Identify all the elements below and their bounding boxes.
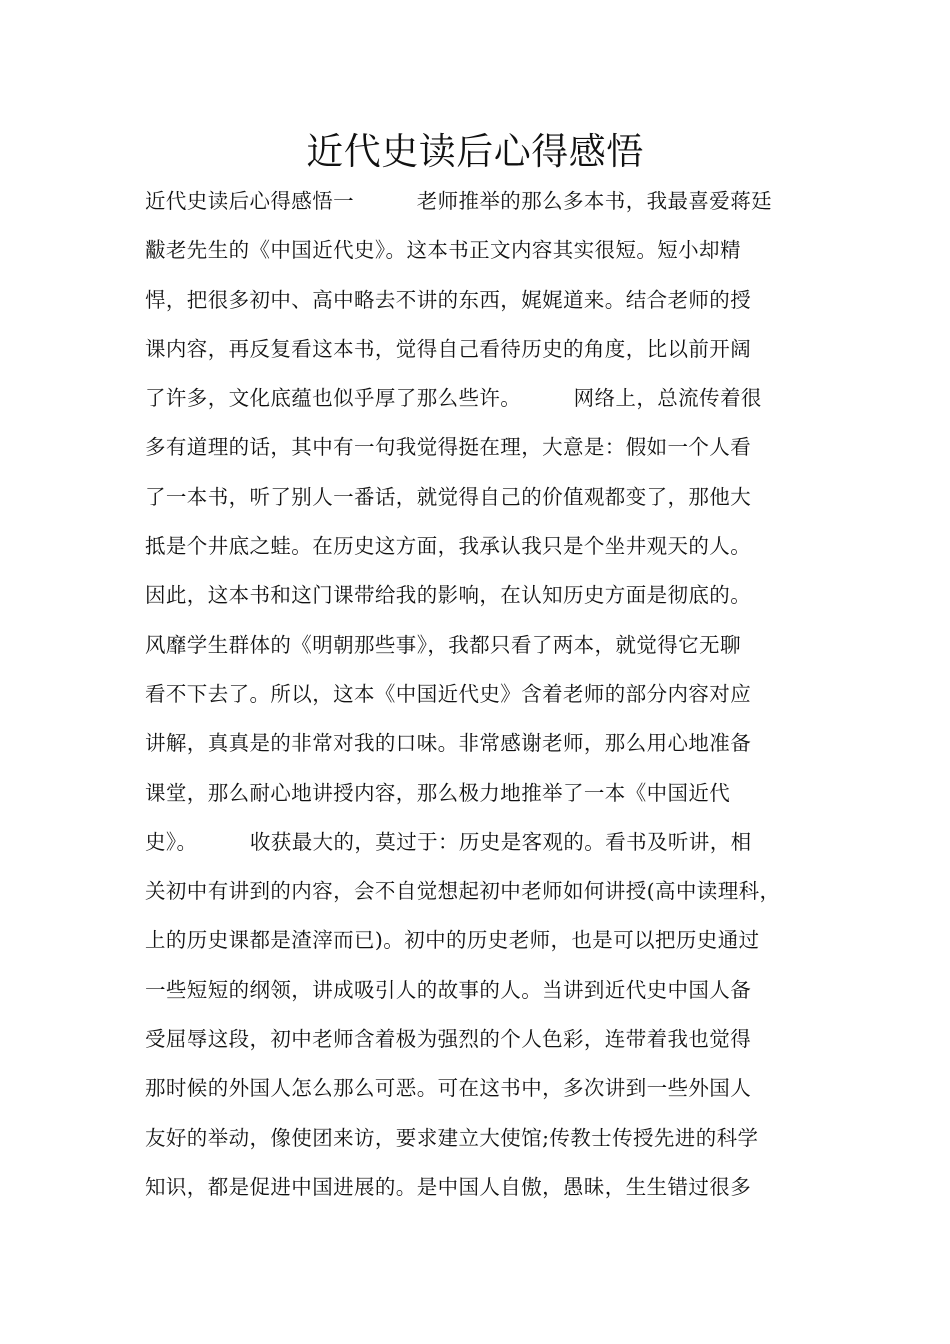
body-line: 因此，这本书和这门课带给我的影响，在认知历史方面是彻底的。 (145, 583, 752, 608)
document-body (145, 181, 825, 1216)
body-line: 了一本书，听了别人一番话，就觉得自己的价值观都变了，那他大 (145, 484, 752, 509)
body-line: 悍，把很多初中、高中略去不讲的东西，娓娓道来。结合老师的授 (145, 287, 752, 312)
body-line: 史》。 收获最大的，莫过于：历史是客观的。看书及听讲，相 (145, 829, 752, 854)
body-line: 上的历史课都是渣滓而已)。初中的历史老师，也是可以把历史通过 (145, 928, 760, 953)
body-line: 关初中有讲到的内容，会不自觉想起初中老师如何讲授(高中读理科， (145, 879, 781, 904)
body-line: 讲解，真真是的非常对我的口味。非常感谢老师，那么用心地准备 (145, 731, 752, 756)
body-line: 抵是个井底之蛙。在历史这方面，我承认我只是个坐井观天的人。 (145, 534, 752, 559)
body-line: 风靡学生群体的《明朝那些事》，我都只看了两本，就觉得它无聊 (145, 632, 741, 657)
body-line: 黻老先生的《中国近代史》。这本书正文内容其实很短。短小却精 (145, 238, 741, 263)
body-line: 一些短短的纲领，讲成吸引人的故事的人。当讲到近代史中国人备 (145, 977, 752, 1002)
document-title: 近代史读后心得感悟 (306, 130, 644, 173)
body-line: 受屈辱这段，初中老师含着极为强烈的个人色彩，连带着我也觉得 (145, 1027, 752, 1052)
body-line: 了许多，文化底蕴也似乎厚了那么些许。 网络上，总流传着很 (145, 386, 762, 411)
body-line: 友好的举动，像使团来访，要求建立大使馆;传教士传授先进的科学 (145, 1125, 759, 1150)
body-line: 那时候的外国人怎么那么可恶。可在这书中，多次讲到一些外国人 (145, 1076, 752, 1101)
body-line: 知识，都是促进中国进展的。是中国人自傲，愚昧，生生错过很多 (145, 1174, 752, 1199)
body-line: 近代史读后心得感悟一 老师推举的那么多本书，我最喜爱蒋廷 (145, 189, 772, 213)
body-line: 课堂，那么耐心地讲授内容，那么极力地推举了一本《中国近代 (145, 780, 731, 805)
body-line: 课内容，再反复看这本书，觉得自己看待历史的角度，比以前开阔 (145, 336, 752, 361)
body-line: 看不下去了。所以，这本《中国近代史》含着老师的部分内容对应 (145, 681, 752, 706)
body-line: 多有道理的话，其中有一句我觉得挺在理，大意是：假如一个人看 (145, 435, 752, 460)
